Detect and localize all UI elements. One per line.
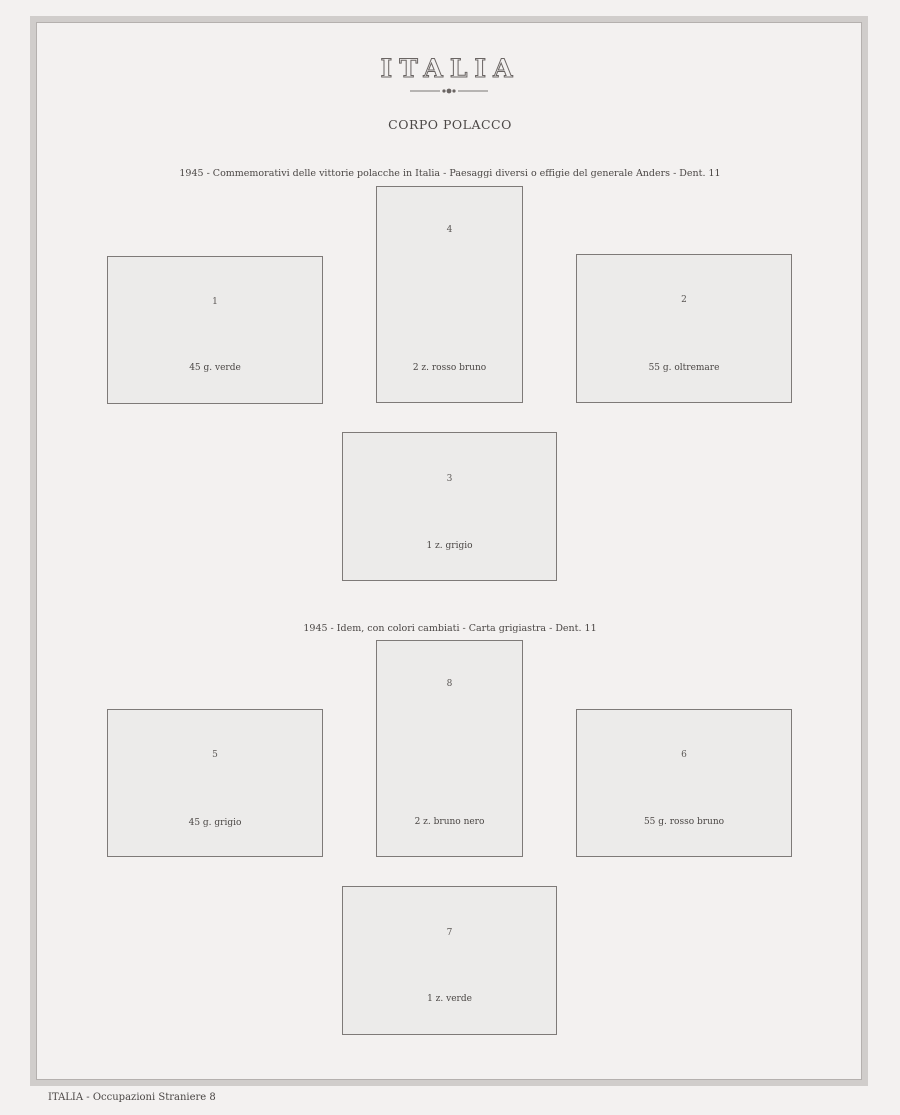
stamp-number: 4: [446, 225, 453, 235]
stamp-description: 55 g. oltremare: [648, 363, 720, 373]
stamp-description: 45 g. grigio: [188, 818, 242, 828]
stamp-number: 6: [681, 750, 687, 760]
stamp-description: 55 g. rosso bruno: [643, 817, 725, 827]
stamp-space: [376, 640, 523, 857]
title-ornament-icon: [410, 88, 488, 94]
stamp-space: [107, 709, 323, 857]
stamp-number: 1: [212, 297, 218, 307]
stamp-description: 1 z. grigio: [426, 541, 473, 551]
stamp-space: [107, 256, 323, 404]
stamp-description: 1 z. verde: [427, 994, 472, 1004]
stamp-description: 2 z. bruno nero: [414, 817, 485, 827]
stamp-space: [376, 186, 523, 403]
stamp-number: 8: [446, 679, 453, 689]
stamp-number: 5: [212, 750, 218, 760]
page-subtitle: CORPO POLACCO: [388, 117, 512, 132]
stamp-space: [342, 432, 557, 581]
stamp-number: 2: [681, 295, 687, 305]
series-title: 1945 - Idem, con colori cambiati - Carta grigiastra - Dent. 11: [303, 623, 597, 634]
page-footer: ITALIA - Occupazioni Straniere 8: [48, 1092, 216, 1103]
stamp-space: [576, 709, 792, 857]
series-title: 1945 - Commemorativi delle vittorie polacche in Italia - Paesaggi diversi o effigie del generale Anders - Dent. 11: [179, 168, 721, 179]
country-title: ITALIA: [380, 54, 520, 83]
stamp-space: [342, 886, 557, 1035]
stamp-number: 3: [446, 474, 453, 484]
stamp-description: 2 z. rosso bruno: [412, 363, 487, 373]
stamp-number: 7: [446, 928, 453, 938]
stamp-space: [576, 254, 792, 403]
stamp-description: 45 g. verde: [189, 363, 241, 373]
